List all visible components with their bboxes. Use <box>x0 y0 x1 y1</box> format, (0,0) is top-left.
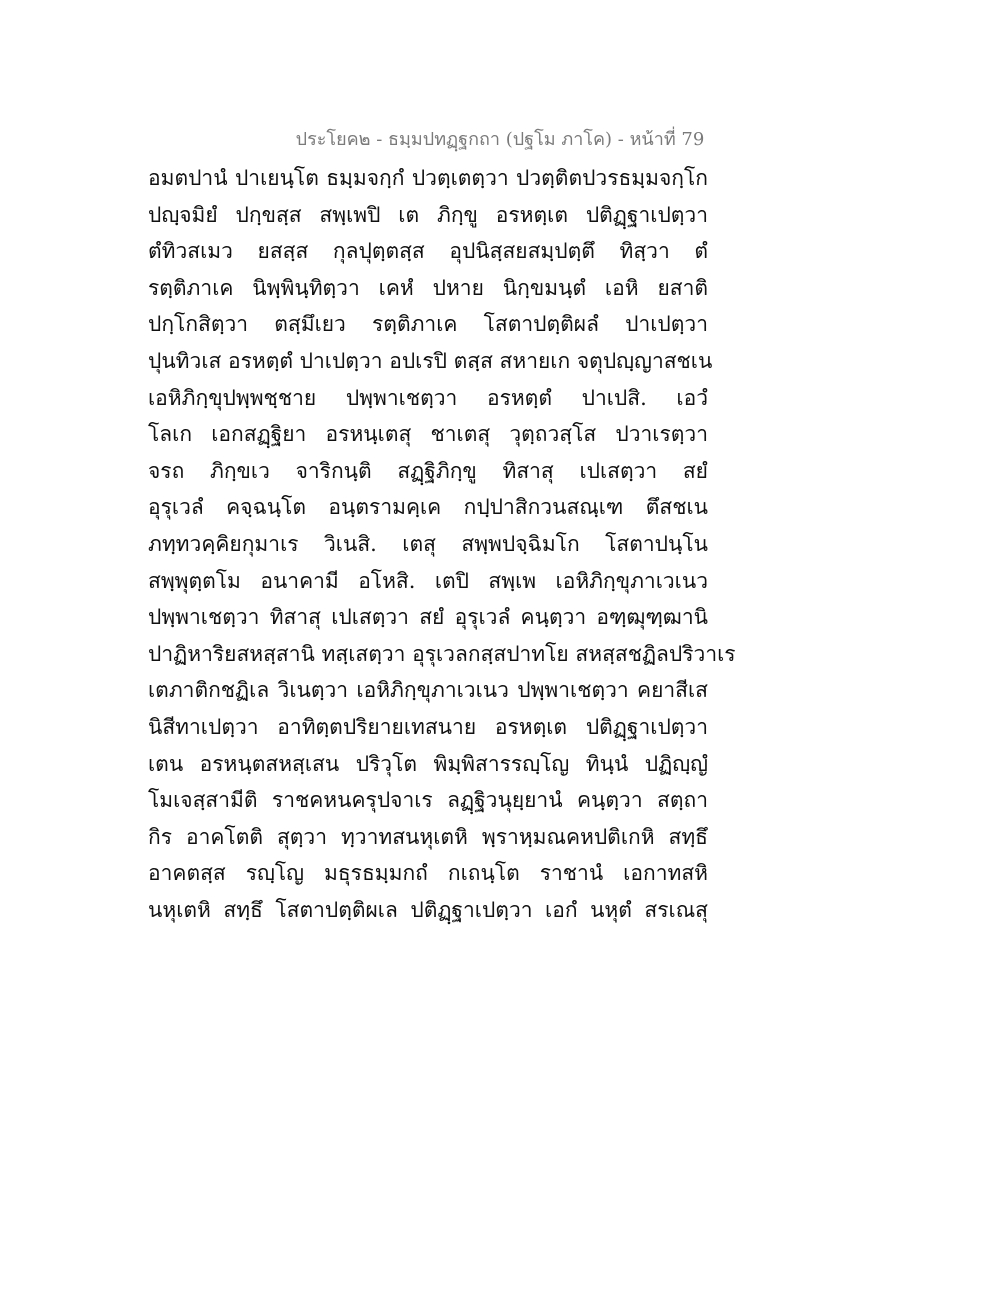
text-line-15: เตภาติกชฏิเล วิเนตฺวา เอหิภิกฺขุภาเวเนว ปพฺพาเชตฺวา คยาสีเส <box>148 678 708 703</box>
text-line-2: ปญฺจมิยํ ปกฺขสฺส สพฺเพปิ เต ภิกฺขู อรหตฺเต ปติฏฺฐาเปตฺวา <box>148 202 708 227</box>
text-line-7: เอหิภิกฺขุปพฺพชฺชาย ปพฺพาเชตฺวา อรหตฺตํ ปาเปสิ. เอวํ <box>148 385 708 410</box>
text-line-14: ปาฏิหาริยสหสฺสานิ ทสฺเสตฺวา อุรุเวลกสฺสปาทโย สหสฺสชฏิลปริวาเร <box>148 641 736 666</box>
text-line-21: นหุเตหิ สทฺธึ โสตาปตฺติผเล ปติฏฺฐาเปตฺวา เอกํ นหุตํ สรเณสุ <box>148 897 708 922</box>
text-line-6: ปุนทิวเส อรหตฺตํ ปาเปตฺวา อปเรปิ ตสฺส สหายเก จตุปญฺญาสชเน <box>148 348 713 373</box>
text-line-10: อุรุเวลํ คจฺฉนฺโต อนฺตรามคฺเค กปฺปาสิกวนสณฺเฑ ตึสชเน <box>148 495 708 520</box>
text-line-8: โลเก เอกสฏฺฐิยา อรหนฺเตสุ ชาเตสุ วุตฺถวสฺโส ปวาเรตฺวา <box>148 422 708 447</box>
text-line-17: เตน อรหนฺตสหสฺเสน ปริวุโต พิมฺพิสารรญฺโญ ทินฺนํ ปฏิญฺญํ <box>148 751 708 776</box>
text-line-16: นิสีทาเปตฺวา อาทิตฺตปริยายเทสนาย อรหตฺเต ปติฏฺฐาเปตฺวา <box>148 714 708 739</box>
text-line-19: กิร อาคโตติ สุตฺวา ทฺวาทสนหุเตหิ พฺราหฺมณคหปติเกหิ สทฺธึ <box>148 824 708 849</box>
running-header: ประโยค๒ - ธมฺมปทฏฺฐกถา (ปฐโม ภาโค) - หน้าที่ 79 <box>295 129 705 150</box>
text-line-4: รตฺติภาเค นิพฺพินฺทิตฺวา เคหํ ปหาย นิกฺขมนฺตํ เอหิ ยสาติ <box>148 275 708 300</box>
text-line-3: ตํทิวสเมว ยสสฺส กุลปุตฺตสฺส อุปนิสฺสยสมฺปตฺตึ ทิสฺวา ตํ <box>148 239 708 264</box>
body-text <box>148 160 736 928</box>
text-line-13: ปพฺพาเชตฺวา ทิสาสุ เปเสตฺวา สยํ อุรุเวลํ คนฺตฺวา อฑฺฒุฑฺฒานิ <box>148 605 708 630</box>
text-line-20: อาคตสฺส รญฺโญ มธุรธมฺมกถํ กเถนฺโต ราชานํ เอกาทสหิ <box>148 861 708 886</box>
text-line-11: ภทฺทวคฺคิยกุมาเร วิเนสิ. เตสุ สพฺพปจฺฉิมโก โสตาปนฺโน <box>148 531 708 556</box>
text-line-12: สพฺพุตฺตโม อนาคามี อโหสิ. เตปิ สพฺเพ เอหิภิกฺขุภาเวเนว <box>148 568 708 593</box>
text-line-9: จรถ ภิกฺขเว จาริกนฺติ สฏฺฐิภิกฺขู ทิสาสุ เปเสตฺวา สยํ <box>148 458 708 483</box>
text-line-5: ปกฺโกสิตฺวา ตสฺมึเยว รตฺติภาเค โสตาปตฺติผลํ ปาเปตฺวา <box>148 312 708 337</box>
text-line-18: โมเจสฺสามีติ ราชคหนครุปจาเร ลฏฺฐิวนุยฺยานํ คนฺตฺวา สตฺถา <box>148 788 708 813</box>
text-line-1: อมตปานํ ปาเยนฺโต ธมฺมจกฺกํ ปวตฺเตตฺวา ปวตฺติตปวรธมฺมจกฺโก <box>148 166 708 190</box>
